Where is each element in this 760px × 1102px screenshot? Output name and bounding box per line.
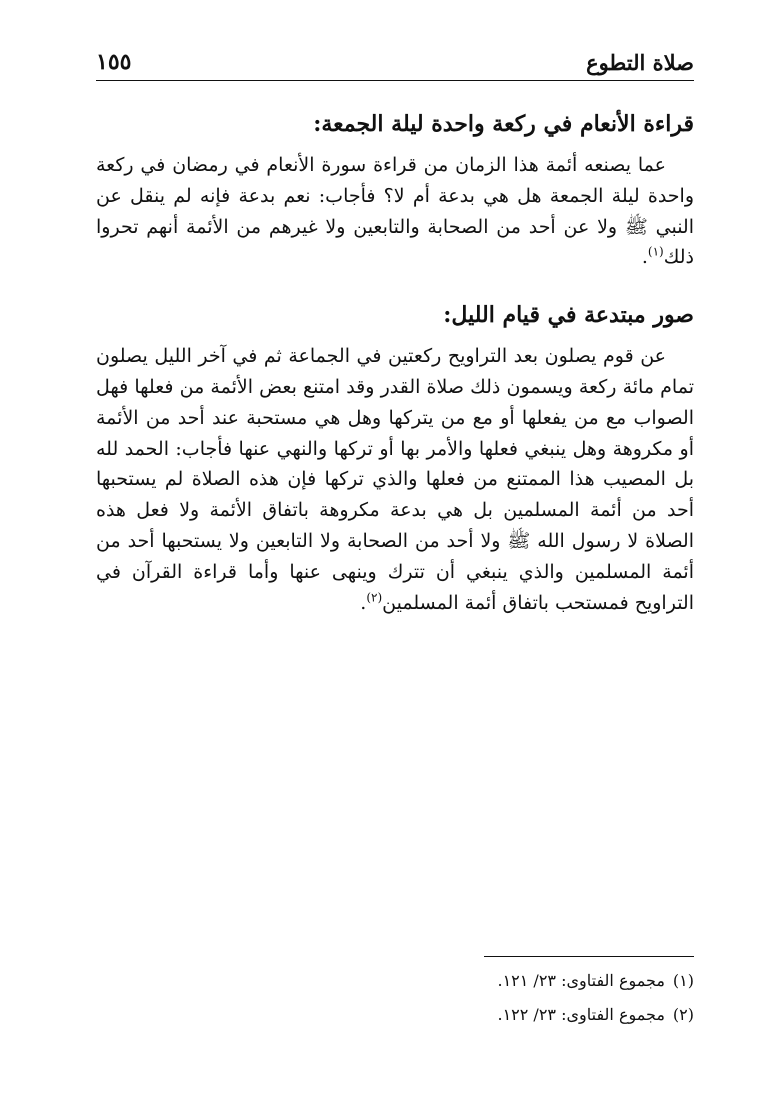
section-heading: صور مبتدعة في قيام الليل: xyxy=(443,302,694,329)
footnote-item xyxy=(96,964,694,998)
section-heading: قراءة الأنعام في ركعة واحدة ليلة الجمعة: xyxy=(313,111,694,137)
paragraph-end: . xyxy=(641,246,648,269)
section-spacer xyxy=(96,273,694,295)
page-body xyxy=(96,104,694,618)
paragraph-end: . xyxy=(360,591,367,614)
section-paragraph xyxy=(96,150,694,273)
footnote-item xyxy=(96,998,694,1032)
section-night-prayer-innovations xyxy=(96,295,694,618)
footnote-marker: (١) xyxy=(672,971,694,990)
footnote-list xyxy=(96,964,694,1032)
paragraph-text: عما يصنعه أئمة هذا الزمان من قراءة سورة الأنعام في رمضان في ركعة واحدة ليلة الجمعة هل هي بدعة أم لا؟ فأجاب: نعم بدعة فإنه لم ينقل عن النبي ﷺ ولا عن أحد من الصحابة والتابعين ولا غيرهم من الأئمة أنهم تحروا ذلك xyxy=(96,154,694,269)
running-header xyxy=(96,44,694,81)
paragraph-text: عن قوم يصلون بعد التراويح ركعتين في الجماعة ثم في آخر الليل يصلون تمام مائة ركعة ويسمون ذلك صلاة القدر وقد امتنع بعض الأئمة من فعلها فهل الصواب مع من يفعلها أو مع من يتركها وهل هي مستحبة عند أحد من الأئمة أو مكروهة وهل ينبغي فعلها والأمر بها أو تركها والنهي عنها فأجاب: الحمد لله بل المصيب هذا الممتنع من فعلها والذي تركها فإن هذه الصلاة لم يستحبها أحد من أئمة المسلمين بل هي بدعة مكروهة باتفاق الأئمة ولا فعل هذه الصلاة لا رسول الله ﷺ ولا أحد من الصحابة ولا التابعين ولا يستحبها أحد من أئمة المسلمين والذي ينبغي أن تترك وينهى عنها وأما قراءة القرآن في التراويح فمستحب باتفاق أئمة المسلمين xyxy=(96,345,694,614)
footnote-ref-2: (٢) xyxy=(366,590,383,605)
footnote-text: مجموع الفتاوى: ٢٣/ ١٢١. xyxy=(497,971,665,990)
footnote-text: مجموع الفتاوى: ٢٣/ ١٢٢. xyxy=(497,1005,665,1024)
page-number: ١٥٥ xyxy=(96,49,132,75)
chapter-title: صلاة التطوع xyxy=(586,49,694,75)
footnote-divider xyxy=(484,956,694,957)
section-anam-recitation xyxy=(96,104,694,273)
section-paragraph xyxy=(96,341,694,618)
footnote-ref-1: (١) xyxy=(647,245,664,260)
footnote-marker: (٢) xyxy=(672,1005,694,1024)
